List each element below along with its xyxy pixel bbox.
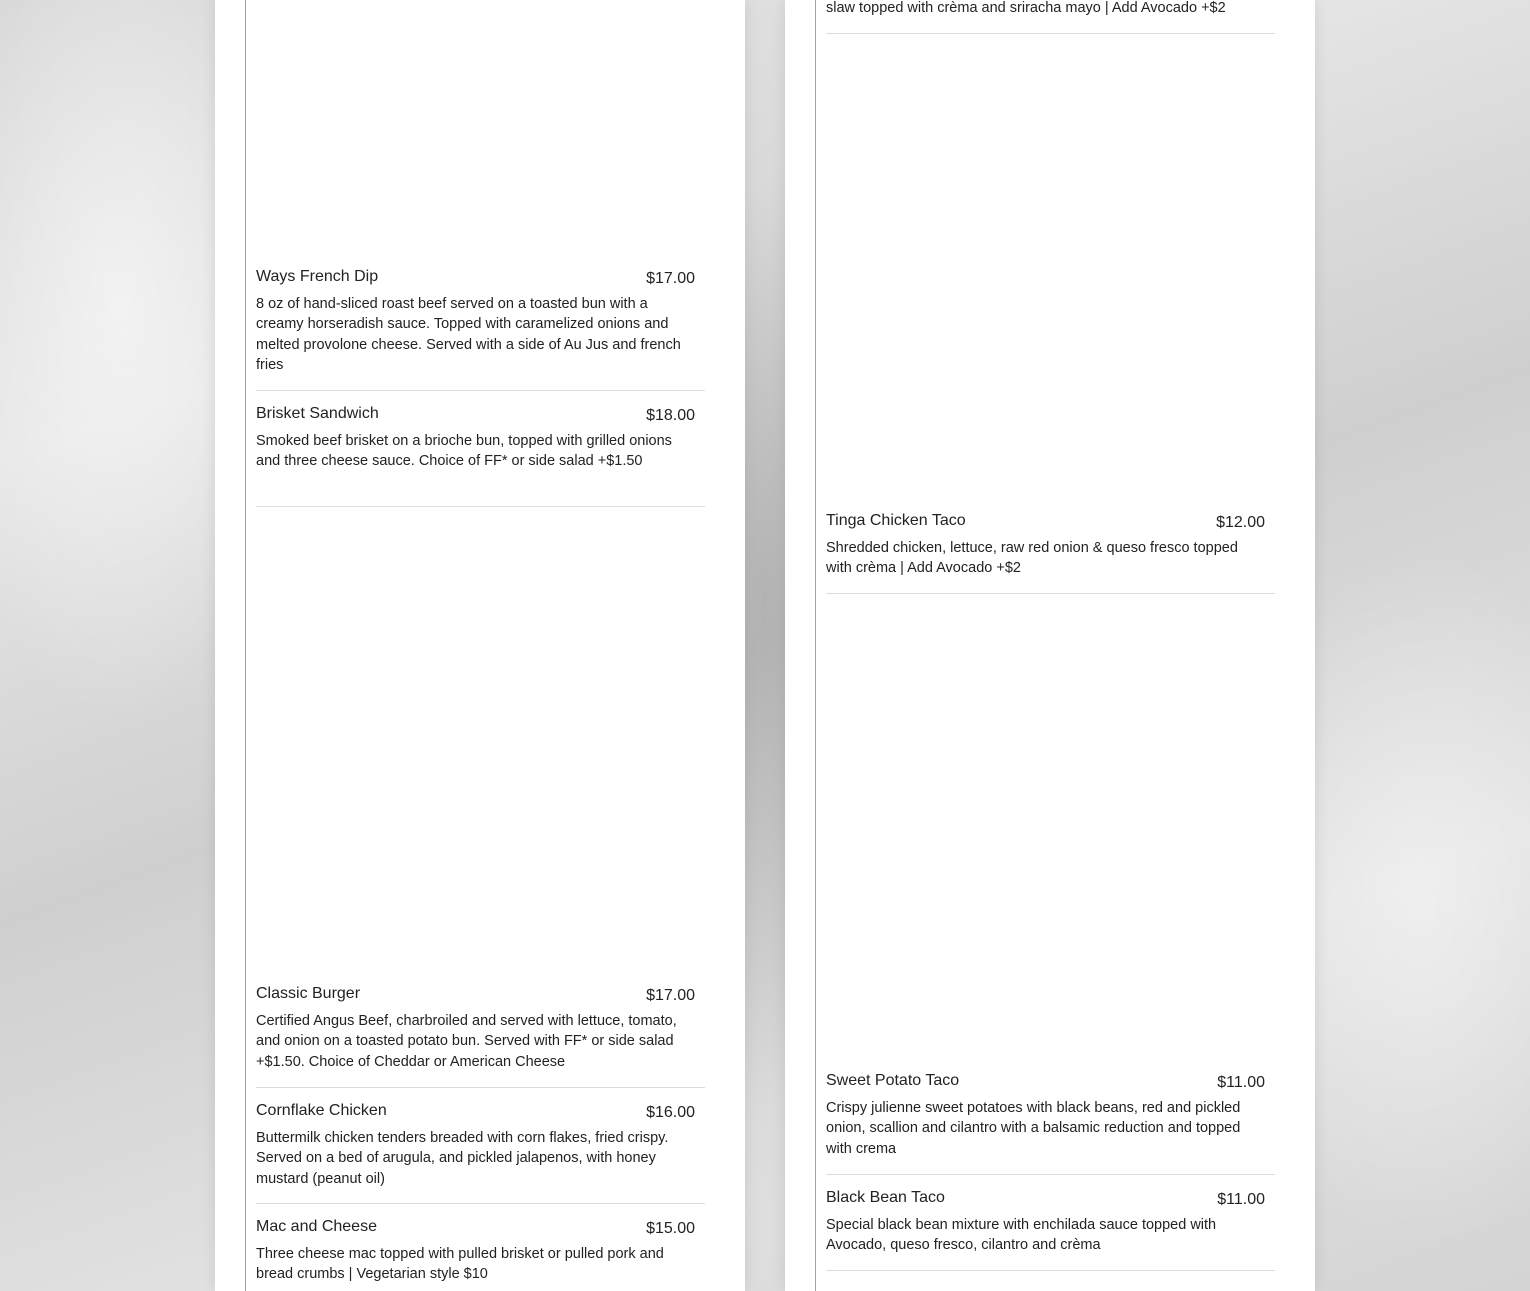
item-name: Classic Burger xyxy=(256,985,361,1002)
item-image-placeholder xyxy=(246,508,705,978)
item-price: $11.00 xyxy=(1217,1074,1265,1091)
item-price: $11.00 xyxy=(1217,1191,1265,1208)
item-description: Smoked beef brisket on a brioche bun, topped with grilled onions and three cheese sauce. Choice of FF* or side salad +$1.50 xyxy=(256,433,672,470)
item-price: $12.00 xyxy=(1216,514,1265,531)
menu-item-mac-and-cheese[interactable] xyxy=(256,1218,705,1291)
item-description: Certified Angus Beef, charbroiled and served with lettuce, tomato, and onion on a toasted potato bun. Served with FF* or side salad +$1.50. Choice of Cheddar or American Cheese xyxy=(256,1013,677,1070)
item-price: $17.00 xyxy=(646,270,695,287)
menu-item-ways-french-dip[interactable] xyxy=(256,268,705,391)
item-description: Crispy julienne sweet potatoes with black beans, red and pickled onion, scallion and cilantro with a balsamic reduction and topped with crema xyxy=(826,1100,1241,1157)
item-description: Special black bean mixture with enchilada sauce topped with Avocado, queso fresco, cilantro and crèma xyxy=(826,1217,1217,1254)
item-name: Sweet Potato Taco xyxy=(826,1072,960,1089)
item-image-placeholder xyxy=(816,595,1275,1065)
item-image-placeholder xyxy=(816,35,1275,505)
menu-item-sweet-potato-taco[interactable] xyxy=(826,1072,1275,1175)
item-name: Tinga Chicken Taco xyxy=(826,512,966,529)
menu-panel-right xyxy=(785,0,1315,1291)
item-price: $18.00 xyxy=(646,407,695,424)
item-price: $17.00 xyxy=(646,987,695,1004)
item-image-placeholder xyxy=(246,0,705,258)
item-name: Brisket Sandwich xyxy=(256,405,379,422)
item-description: Shredded chicken, lettuce, raw red onion & queso fresco topped with crèma | Add Avocado +$2 xyxy=(826,540,1238,577)
menu-panel-left xyxy=(215,0,745,1291)
item-description: 8 oz of hand-sliced roast beef served on a toasted bun with a creamy horseradish sauce. Topped with caramelized onions and melted provolone cheese. Served with a side of Au Jus and french fries xyxy=(256,296,681,373)
menu-item-cornflake-chicken[interactable] xyxy=(256,1102,705,1204)
item-name: Ways French Dip xyxy=(256,268,379,285)
item-description: slaw topped with crèma and sriracha mayo | Add Avocado +$2 xyxy=(826,0,1226,16)
item-description: Buttermilk chicken tenders breaded with corn flakes, fried crispy. Served on a bed of arugula, and pickled jalapenos, with honey mustard (peanut oil) xyxy=(256,1130,669,1187)
menu-item-classic-burger[interactable] xyxy=(256,985,705,1088)
menu-item-fragment[interactable] xyxy=(826,0,1275,34)
item-name: Cornflake Chicken xyxy=(256,1102,387,1119)
item-price: $15.00 xyxy=(646,1220,695,1237)
item-description: Three cheese mac topped with pulled brisket or pulled pork and bread crumbs | Vegetarian style $10 xyxy=(256,1246,664,1283)
item-name: Black Bean Taco xyxy=(826,1189,945,1206)
menu-item-black-bean-taco[interactable] xyxy=(826,1189,1275,1271)
menu-item-tinga-chicken-taco[interactable] xyxy=(826,512,1275,594)
item-price: $16.00 xyxy=(646,1104,695,1121)
item-name: Mac and Cheese xyxy=(256,1218,377,1235)
menu-item-brisket-sandwich[interactable] xyxy=(256,405,705,507)
